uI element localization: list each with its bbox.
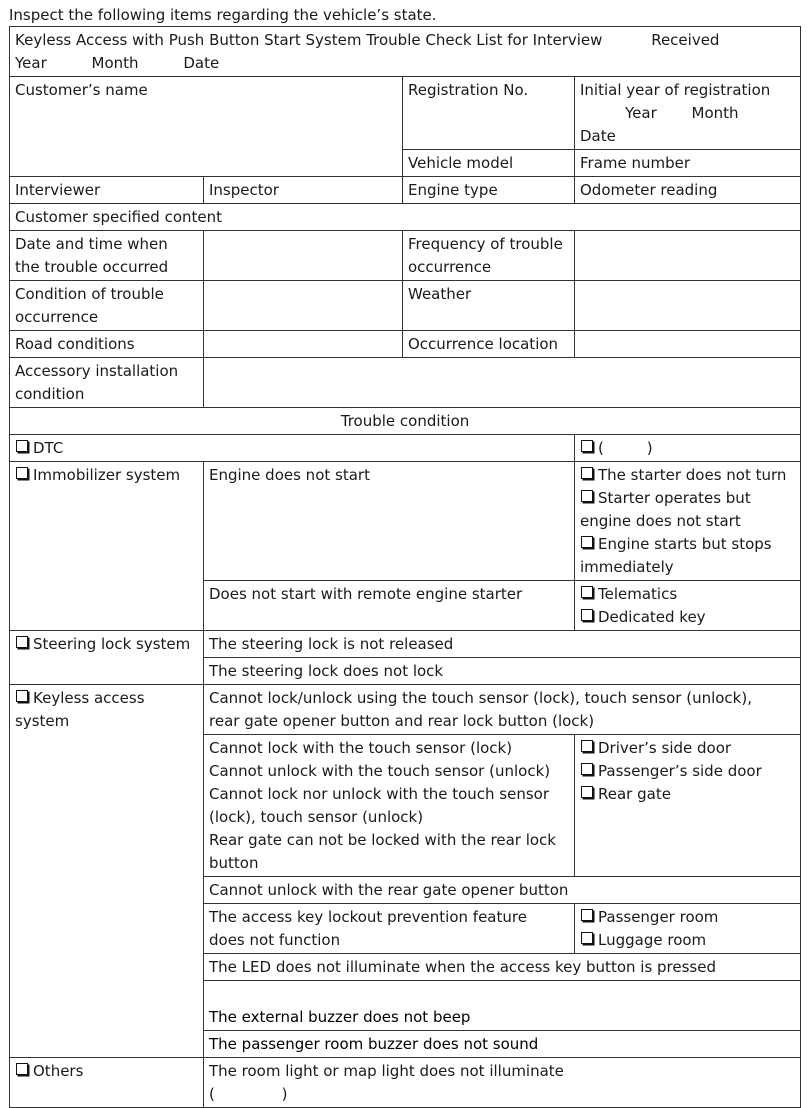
others-cell[interactable] (10, 1058, 204, 1108)
dtc-code-cell[interactable] (575, 435, 801, 462)
driver-door-checkbox[interactable] (581, 740, 593, 752)
cannot-lock-label: Cannot lock with the touch sensor (lock) (209, 739, 513, 757)
date-time-label-line2: the trouble occurred (15, 258, 169, 276)
engine-not-start-cell (204, 462, 575, 581)
others-blank[interactable]: ( ) (209, 1085, 288, 1103)
telematics-label: Telematics (598, 585, 678, 603)
dtc-label: DTC (33, 439, 64, 457)
others-label: Others (33, 1062, 84, 1080)
luggage-room-checkbox[interactable] (581, 932, 593, 944)
customer-name-cell[interactable] (10, 77, 403, 177)
external-buzzer-label: The external buzzer does not beep (209, 1008, 471, 1026)
location-label-cell (403, 331, 575, 358)
initial-year-month-label: Month (691, 104, 739, 122)
passenger-room-checkbox[interactable] (581, 909, 593, 921)
intro-text: Inspect the following items regarding the vehicle’s state. (9, 6, 437, 24)
immobilizer-label: Immobilizer system (33, 466, 181, 484)
starter-operates-label-line2: engine does not start (580, 512, 741, 530)
external-buzzer-cell (204, 981, 801, 1031)
received-label: Received (651, 31, 720, 49)
remote-starter-label: Does not start with remote engine starter (209, 585, 523, 603)
customer-section-title: Customer specified content (15, 208, 223, 226)
initial-year-cell[interactable] (575, 77, 801, 150)
form-title: Keyless Access with Push Button Start System Trouble Check List for Interview (15, 31, 603, 49)
engine-not-start-options (575, 462, 801, 581)
frame-number-label: Frame number (580, 154, 691, 172)
steer-not-released-cell (204, 631, 801, 658)
received-month-label: Month (91, 54, 139, 72)
keyless-access-cell[interactable] (10, 685, 204, 1058)
steer-not-lock-label: The steering lock does not lock (209, 662, 444, 680)
initial-year-year-label: Year (625, 104, 657, 122)
starter-not-turn-label: The starter does not turn (598, 466, 787, 484)
passenger-door-checkbox[interactable] (581, 763, 593, 775)
door-options-cell (575, 735, 801, 877)
passenger-room-label: Passenger room (598, 908, 719, 926)
dtc-cell[interactable] (10, 435, 575, 462)
weather-label: Weather (408, 285, 472, 303)
location-label: Occurrence location (408, 335, 559, 353)
trouble-section-title: Trouble condition (340, 412, 470, 430)
driver-door-label: Driver’s side door (598, 739, 732, 757)
inspector-label: Inspector (209, 181, 279, 199)
immobilizer-cell[interactable] (10, 462, 204, 631)
keyless-access-label-line2: system (15, 712, 70, 730)
touch-sensor-issues-cell (204, 735, 575, 877)
vehicle-model-label: Vehicle model (408, 154, 514, 172)
cannot-all-line2: rear gate opener button and rear lock button (lock) (209, 712, 595, 730)
frequency-label-line2: occurrence (408, 258, 492, 276)
luggage-room-label: Luggage room (598, 931, 707, 949)
registration-no-label: Registration No. (408, 81, 529, 99)
received-date-label: Date (183, 54, 220, 72)
accessory-label-line2: condition (15, 385, 85, 403)
accessory-label-line1: Accessory installation (15, 362, 179, 380)
frame-number-cell[interactable] (575, 150, 801, 177)
frequency-field[interactable] (575, 231, 801, 281)
trouble-check-list-table (9, 26, 801, 1108)
dtc-code-checkbox[interactable] (581, 440, 593, 452)
condition-label-cell (10, 281, 204, 331)
initial-year-label: Initial year of registration (580, 81, 771, 99)
engine-type-label: Engine type (408, 181, 498, 199)
steering-lock-cell[interactable] (10, 631, 204, 685)
opener-cell (204, 877, 801, 904)
interviewer-label: Interviewer (15, 181, 101, 199)
cannot-either-line1: Cannot lock nor unlock with the touch sensor (209, 785, 550, 803)
vehicle-model-cell[interactable] (403, 150, 575, 177)
odometer-label: Odometer reading (580, 181, 718, 199)
date-time-field[interactable] (204, 231, 403, 281)
dedicated-key-label: Dedicated key (598, 608, 706, 626)
remote-starter-options (575, 581, 801, 631)
interviewer-cell[interactable] (10, 177, 204, 204)
telematics-checkbox[interactable] (581, 586, 593, 598)
starts-stops-label-line1: Engine starts but stops (598, 535, 772, 553)
lockout-line2: does not function (209, 931, 341, 949)
cannot-either-line2: (lock), touch sensor (unlock) (209, 808, 424, 826)
remote-starter-cell (204, 581, 575, 631)
rear-gate-lock-line2: button (209, 854, 259, 872)
room-buzzer-cell (204, 1031, 801, 1058)
frequency-label-cell (403, 231, 575, 281)
accessory-field[interactable] (204, 358, 801, 408)
cannot-unlock-opener-label: Cannot unlock with the rear gate opener button (209, 881, 569, 899)
rear-gate-label: Rear gate (598, 785, 671, 803)
customer-name-label: Customer’s name (15, 81, 148, 99)
starts-stops-label-line2: immediately (580, 558, 674, 576)
odometer-cell[interactable] (575, 177, 801, 204)
weather-field[interactable] (575, 281, 801, 331)
lockout-line1: The access key lockout prevention feature (209, 908, 527, 926)
room-options-cell (575, 904, 801, 954)
condition-label-line2: occurrence (15, 308, 99, 326)
steer-not-released-label: The steering lock is not released (209, 635, 454, 653)
lockout-cell (204, 904, 575, 954)
rear-gate-lock-line1: Rear gate can not be locked with the rear lock (209, 831, 556, 849)
room-light-label: The room light or map light does not illuminate (209, 1062, 564, 1080)
cannot-unlock-label: Cannot unlock with the touch sensor (unlock) (209, 762, 551, 780)
starter-operates-label-line1: Starter operates but (598, 489, 751, 507)
road-label: Road conditions (15, 335, 135, 353)
weather-label-cell (403, 281, 575, 331)
date-time-label-cell (10, 231, 204, 281)
form-title-cell (10, 27, 801, 77)
keyless-access-checkbox[interactable] (16, 690, 28, 702)
immobilizer-checkbox[interactable] (16, 467, 28, 479)
dedicated-key-checkbox[interactable] (581, 609, 593, 621)
inspector-cell[interactable] (204, 177, 403, 204)
road-label-cell (10, 331, 204, 358)
keyless-access-label-line1: Keyless access (33, 689, 145, 707)
engine-not-start-label: Engine does not start (209, 466, 370, 484)
condition-field[interactable] (204, 281, 403, 331)
led-cell (204, 954, 801, 981)
dtc-checkbox[interactable] (16, 440, 28, 452)
road-field[interactable] (204, 331, 403, 358)
engine-type-cell[interactable] (403, 177, 575, 204)
cannot-all-cell (204, 685, 801, 735)
steer-not-lock-cell (204, 658, 801, 685)
starter-not-turn-checkbox[interactable] (581, 467, 593, 479)
date-time-label-line1: Date and time when (15, 235, 168, 253)
location-field[interactable] (575, 331, 801, 358)
room-buzzer-label: The passenger room buzzer does not sound (209, 1035, 539, 1053)
cannot-all-line1: Cannot lock/unlock using the touch sensor (lock), touch sensor (unlock), (209, 689, 752, 707)
steering-lock-label: Steering lock system (33, 635, 191, 653)
room-light-cell (204, 1058, 801, 1108)
frequency-label-line1: Frequency of trouble (408, 235, 563, 253)
led-label: The LED does not illuminate when the access key button is pressed (209, 958, 716, 976)
others-checkbox[interactable] (16, 1063, 28, 1075)
received-year-label: Year (15, 54, 47, 72)
starts-stops-checkbox[interactable] (581, 536, 593, 548)
registration-no-cell[interactable] (403, 77, 575, 150)
steering-lock-checkbox[interactable] (16, 636, 28, 648)
trouble-section-header (10, 408, 801, 435)
accessory-label-cell (10, 358, 204, 408)
header-row (10, 27, 801, 77)
dtc-code-blank: ( ) (598, 439, 653, 457)
starter-operates-checkbox[interactable] (581, 490, 593, 502)
condition-label-line1: Condition of trouble (15, 285, 164, 303)
initial-year-date-label: Date (580, 127, 616, 145)
rear-gate-checkbox[interactable] (581, 786, 593, 798)
customer-section-header (10, 204, 801, 231)
passenger-door-label: Passenger’s side door (598, 762, 762, 780)
